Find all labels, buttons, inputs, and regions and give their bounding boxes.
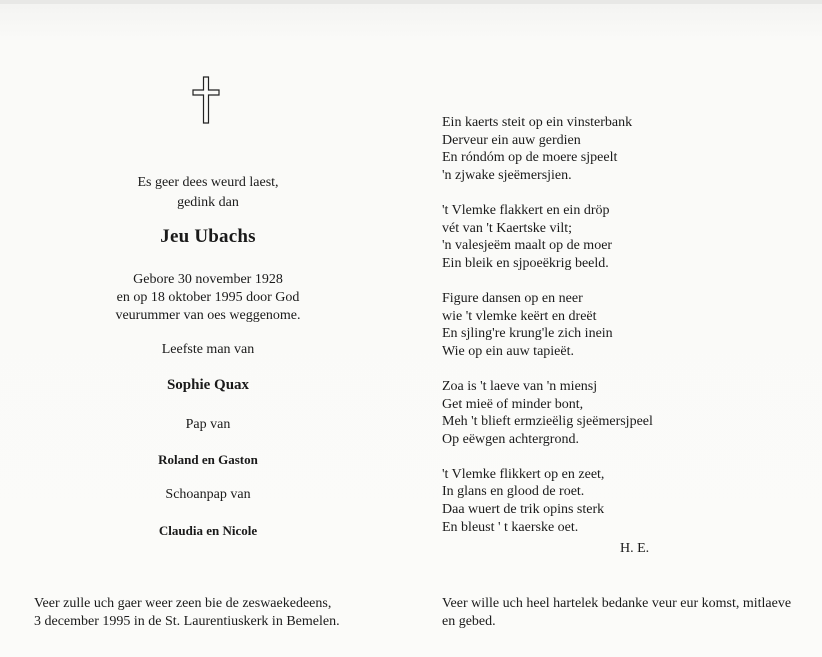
poem-signature: H. E.	[620, 541, 650, 556]
intro-line-2: gedink dan	[177, 195, 239, 210]
service-notice-line-1: Veer zulle uch gaer weer zeen bie de zeswaekedeens,	[34, 596, 332, 611]
poem-stanza	[442, 378, 702, 448]
father-in-law-label: Schoanpap van	[165, 487, 251, 502]
poem-line: Meh 't blieft ermzieëlig sjeëmersjpeel	[442, 414, 653, 430]
children-names: Roland en Gaston	[158, 452, 258, 467]
poem-stanza	[442, 202, 702, 272]
poem-line: Daa wuert de trik opins sterk	[442, 502, 605, 518]
thanks-notice	[442, 595, 802, 631]
poem-line: Op eëwgen achtergrond.	[442, 431, 579, 447]
poem-line: 't Vlemke flakkert en ein dröp	[442, 202, 610, 218]
poem-line: Derveur ein auw gerdien	[442, 132, 581, 148]
cross-icon	[191, 76, 221, 124]
poem-line: Wie op ein auw tapieët.	[442, 343, 574, 359]
thanks-notice-line-2: en gebed.	[442, 614, 496, 629]
intro-line-1: Es geer dees weurd laest,	[137, 175, 279, 190]
poem-line: Zoa is 't laeve van 'n miensj	[442, 378, 598, 394]
poem-line: En róndóm op de moere sjpeelt	[442, 150, 618, 166]
born-line: Gebore 30 november 1928	[133, 272, 283, 287]
poem-line: wie 't vlemke keërt en dreët	[442, 308, 597, 324]
poem-stanza	[442, 466, 702, 536]
poem-line: In glans en glood de roet.	[442, 484, 585, 500]
poem-line: 'n zjwake sjeëmersjien.	[442, 167, 572, 183]
poem	[442, 114, 702, 554]
children-in-law-names: Claudia en Nicole	[158, 523, 258, 538]
top-edge-shadow	[0, 0, 822, 4]
poem-line: En bleust ' t kaerske oet.	[442, 519, 579, 535]
father-label: Pap van	[185, 417, 231, 432]
poem-line: Ein bleik en sjpoeëkrig beeld.	[442, 255, 609, 271]
died-line: en op 18 oktober 1995 door God	[116, 290, 300, 305]
taken-line: veurummer van oes weggenome.	[115, 308, 301, 323]
service-notice	[34, 595, 404, 631]
poem-stanza	[442, 290, 702, 360]
poem-line: Get mieë of minder bont,	[442, 396, 584, 412]
poem-line: En sjling're krung'le zich inein	[442, 326, 613, 342]
poem-line: Ein kaerts steit op ein vinsterbank	[442, 115, 633, 130]
spouse-name: Sophie Quax	[166, 377, 250, 393]
thanks-notice-line-1: Veer wille uch heel hartelek bedanke veur eur komst, mitlaeve	[442, 596, 792, 611]
poem-line: vét van 't Kaertske vilt;	[442, 220, 573, 236]
poem-line: 'n valesjeëm maalt op de moer	[442, 238, 613, 254]
service-notice-line-2: 3 december 1995 in de St. Laurentiuskerk in Bemelen.	[34, 614, 340, 629]
poem-stanza	[442, 114, 702, 184]
poem-line: Figure dansen op en neer	[442, 290, 583, 306]
beloved-label: Leefste man van	[161, 342, 255, 357]
deceased-name: Jeu Ubachs	[160, 226, 256, 247]
poem-line: 't Vlemke flikkert op en zeet,	[442, 466, 605, 482]
